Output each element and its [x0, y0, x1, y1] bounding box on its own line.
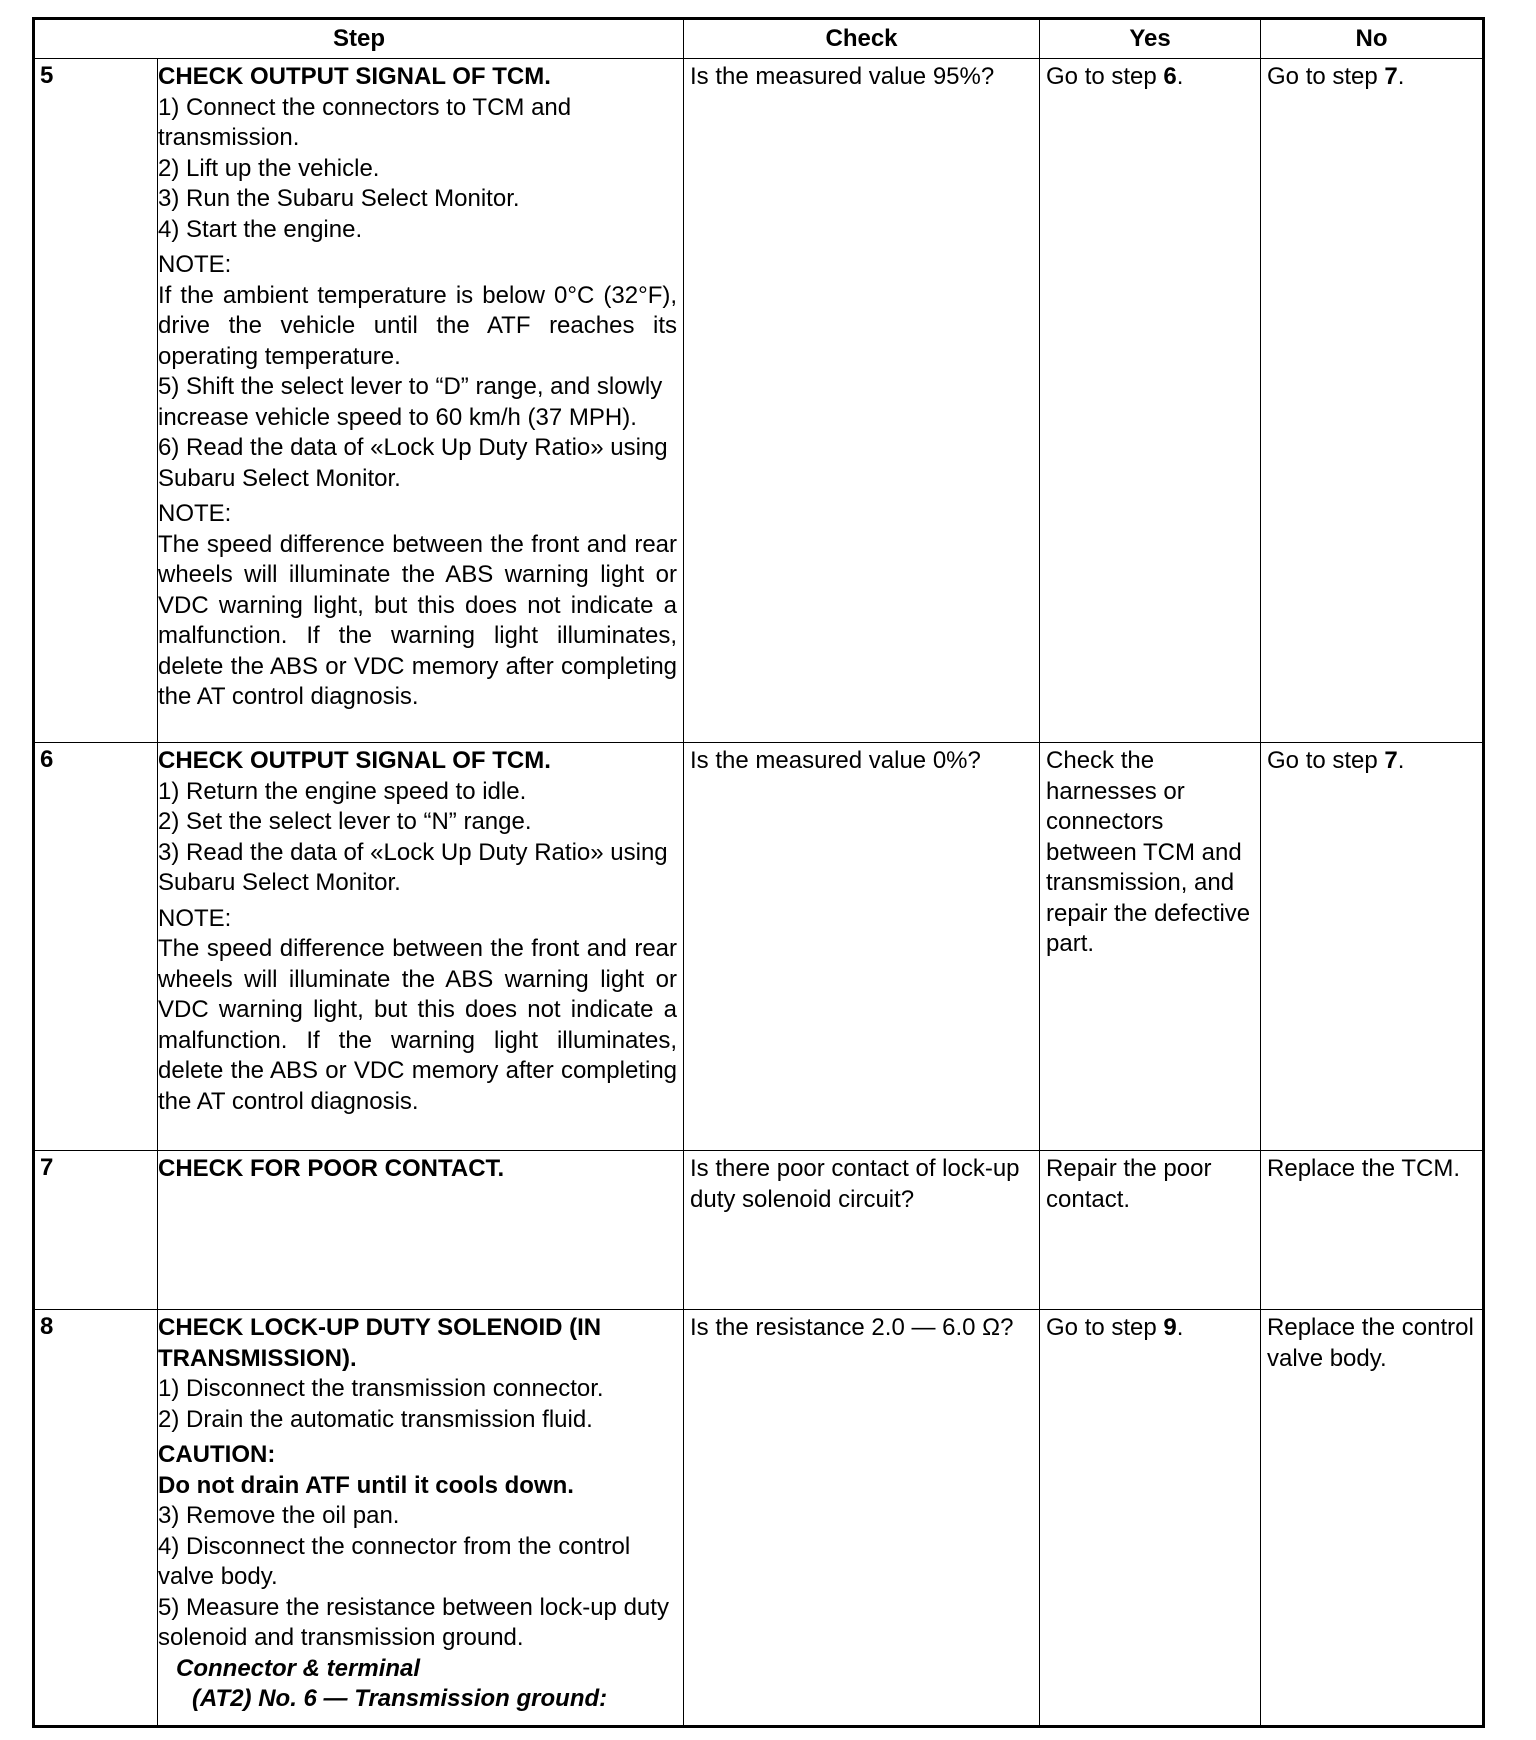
- step-item: 1) Connect the connectors to TCM and transmission.: [158, 93, 572, 151]
- header-row: [34, 19, 1484, 59]
- yes-step-link: 6: [1163, 63, 1177, 90]
- step-row-8: [34, 1310, 1484, 1727]
- step-item: 2) Lift up the vehicle.: [158, 154, 380, 182]
- header-step: Step: [34, 19, 684, 59]
- no-suffix: .: [1397, 747, 1405, 774]
- step-item: 3) Read the data of «Lock Up Duty Ratio» using Subaru Select Monitor.: [158, 838, 668, 896]
- check-cell: Is there poor contact of lock-up duty solenoid circuit?: [684, 1151, 1040, 1310]
- note-text: The speed difference between the front and rear wheels will illuminate the ABS warning light or VDC warning light, but this does not indicate a malfunction. If the warning light illuminates, delete the ABS or VDC memory after completing the AT control diagnosis.: [158, 935, 678, 1115]
- step-item: 1) Return the engine speed to idle.: [158, 777, 527, 805]
- step-title: CHECK OUTPUT SIGNAL OF TCM.: [158, 747, 551, 774]
- no-prefix: Go to step: [1267, 63, 1385, 90]
- step-item: 2) Set the select lever to “N” range.: [158, 808, 532, 835]
- yes-cell: Check the harnesses or connectors between TCM and transmission, and repair the defective part.: [1040, 743, 1261, 1151]
- no-prefix: Go to step: [1267, 747, 1385, 774]
- no-cell: Replace the TCM.: [1261, 1151, 1484, 1310]
- note-label: NOTE:: [158, 251, 232, 278]
- note-text: The speed difference between the front and rear wheels will illuminate the ABS warning light or VDC warning light, but this does not indicate a malfunction. If the warning light illuminates, delete the ABS or VDC memory after completing the AT control diagnosis.: [158, 530, 678, 710]
- caution-label: CAUTION:: [158, 1441, 276, 1468]
- yes-cell: [1040, 1310, 1261, 1727]
- step-item: 4) Start the engine.: [158, 215, 363, 243]
- no-cell: [1261, 59, 1484, 743]
- check-cell: Is the resistance 2.0 — 6.0 Ω?: [684, 1310, 1040, 1727]
- diagnosis-table: [32, 17, 1485, 1728]
- step-item: 2) Drain the automatic transmission fluid.: [158, 1405, 593, 1433]
- step-item: 4) Disconnect the connector from the control valve body.: [158, 1532, 631, 1590]
- caution-text: Do not drain ATF until it cools down.: [158, 1471, 574, 1499]
- step-number: 8: [34, 1310, 158, 1727]
- header-check: Check: [684, 19, 1040, 59]
- step-item: 6) Read the data of «Lock Up Duty Ratio» using Subaru Select Monitor.: [158, 434, 668, 492]
- step-number: 6: [34, 743, 158, 1151]
- note-label: NOTE:: [158, 500, 232, 527]
- connector-label: Connector & terminal: [176, 1654, 421, 1682]
- yes-prefix: Go to step: [1046, 1314, 1164, 1341]
- step-row-5: [34, 59, 1484, 743]
- yes-cell: Repair the poor contact.: [1040, 1151, 1261, 1310]
- note-text: If the ambient temperature is below 0°C (32°F), drive the vehicle until the ATF reaches its operating temperature.: [158, 281, 678, 370]
- step-content: [158, 743, 684, 1151]
- check-cell: Is the measured value 0%?: [684, 743, 1040, 1151]
- step-item: 5) Measure the resistance between lock-up duty solenoid and transmission ground.: [158, 1593, 669, 1651]
- step-title: CHECK LOCK-UP DUTY SOLENOID (IN TRANSMISSION).: [158, 1314, 602, 1372]
- no-step-link: 7: [1384, 747, 1398, 774]
- step-item: 3) Run the Subaru Select Monitor.: [158, 185, 520, 212]
- yes-step-link: 9: [1163, 1314, 1177, 1341]
- step-content: [158, 1151, 684, 1310]
- no-step-link: 7: [1384, 63, 1398, 90]
- step-content: [158, 1310, 684, 1727]
- check-cell: Is the measured value 95%?: [684, 59, 1040, 743]
- step-row-7: [34, 1151, 1484, 1310]
- no-cell: [1261, 743, 1484, 1151]
- note-label: NOTE:: [158, 904, 232, 932]
- step-item: 5) Shift the select lever to “D” range, and slowly increase vehicle speed to 60 km/h (37 MPH).: [158, 373, 663, 431]
- step-title: CHECK OUTPUT SIGNAL OF TCM.: [158, 63, 551, 90]
- yes-prefix: Go to step: [1046, 63, 1164, 90]
- no-cell: Replace the control valve body.: [1261, 1310, 1484, 1727]
- yes-cell: [1040, 59, 1261, 743]
- step-content: [158, 59, 684, 743]
- step-item: 1) Disconnect the transmission connector.: [158, 1375, 604, 1402]
- yes-suffix: .: [1176, 63, 1184, 90]
- yes-suffix: .: [1176, 1314, 1184, 1341]
- step-item: 3) Remove the oil pan.: [158, 1502, 400, 1529]
- header-yes: Yes: [1040, 19, 1261, 59]
- step-number: 7: [34, 1151, 158, 1310]
- step-number: 5: [34, 59, 158, 743]
- connector-value: (AT2) No. 6 — Transmission ground:: [192, 1685, 608, 1712]
- header-no: No: [1261, 19, 1484, 59]
- no-suffix: .: [1397, 63, 1405, 90]
- step-title: CHECK FOR POOR CONTACT.: [158, 1155, 505, 1182]
- step-row-6: [34, 743, 1484, 1151]
